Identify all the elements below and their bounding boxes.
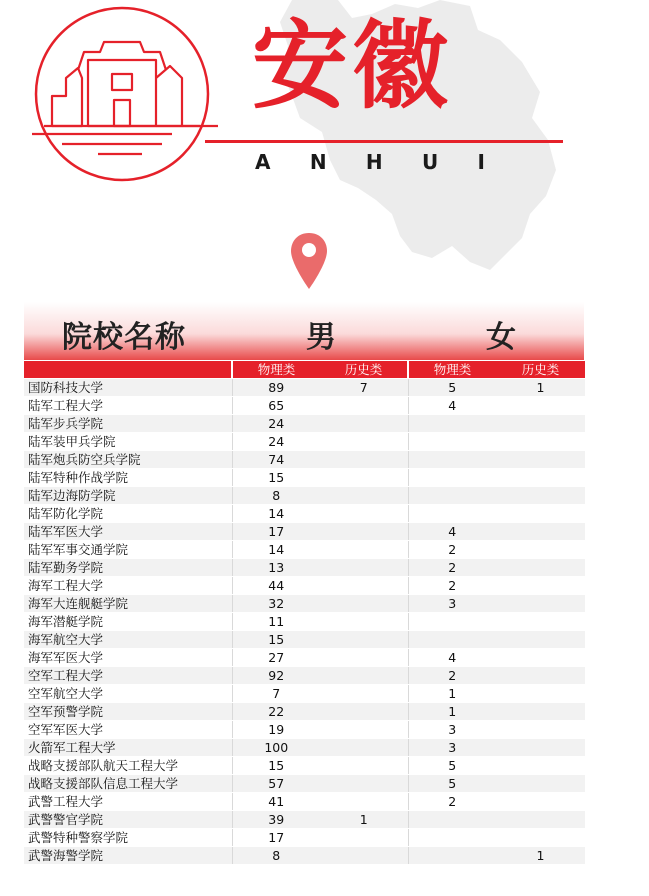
- table-row: [24, 721, 585, 739]
- female-history-cell: [496, 649, 585, 667]
- male-physics-cell: 24: [232, 433, 320, 451]
- table-row: [24, 775, 585, 793]
- male-physics-cell: 14: [232, 505, 320, 523]
- subtitle-letter: I: [477, 150, 485, 174]
- female-physics-cell: 2: [408, 667, 496, 685]
- table-row: [24, 703, 585, 721]
- male-physics-cell: 15: [232, 469, 320, 487]
- male-physics-cell: 89: [232, 379, 320, 397]
- school-name-cell: 陆军防化学院: [24, 505, 232, 523]
- male-physics-cell: 22: [232, 703, 320, 721]
- school-name-cell: 陆军炮兵防空兵学院: [24, 451, 232, 469]
- female-history-cell: 1: [496, 379, 585, 397]
- male-history-cell: [320, 505, 408, 523]
- location-pin-icon: [289, 231, 329, 291]
- table-row: [24, 739, 585, 757]
- female-physics-cell: 3: [408, 721, 496, 739]
- female-physics-cell: 5: [408, 775, 496, 793]
- male-physics-cell: 7: [232, 685, 320, 703]
- female-physics-cell: [408, 847, 496, 865]
- title-underline: [205, 140, 563, 143]
- female-history-cell: [496, 667, 585, 685]
- school-name-cell: 武警警官学院: [24, 811, 232, 829]
- table-row: [24, 811, 585, 829]
- male-history-cell: [320, 829, 408, 847]
- table-title-band: [24, 302, 584, 360]
- male-history-cell: [320, 775, 408, 793]
- female-history-cell: [496, 685, 585, 703]
- column-header-male-physics: 物理类: [232, 361, 320, 379]
- school-name-cell: 空军航空大学: [24, 685, 232, 703]
- school-name-cell: 战略支援部队信息工程大学: [24, 775, 232, 793]
- school-name-cell: 武警特种警察学院: [24, 829, 232, 847]
- male-history-cell: [320, 793, 408, 811]
- female-physics-cell: [408, 505, 496, 523]
- male-history-cell: 1: [320, 811, 408, 829]
- table-row: [24, 667, 585, 685]
- male-history-cell: [320, 559, 408, 577]
- male-history-cell: [320, 415, 408, 433]
- column-header-blank: [24, 361, 232, 379]
- column-header-female-history: 历史类: [496, 361, 585, 379]
- school-name-cell: 火箭军工程大学: [24, 739, 232, 757]
- column-header-row: [24, 361, 585, 379]
- school-name-cell: 陆军军医大学: [24, 523, 232, 541]
- school-name-cell: 陆军特种作战学院: [24, 469, 232, 487]
- male-history-cell: [320, 523, 408, 541]
- female-history-cell: [496, 469, 585, 487]
- female-history-cell: [496, 631, 585, 649]
- table-row: [24, 433, 585, 451]
- school-name-cell: 陆军边海防学院: [24, 487, 232, 505]
- subtitle-letter: A: [255, 150, 271, 174]
- female-physics-cell: 5: [408, 757, 496, 775]
- male-history-cell: [320, 469, 408, 487]
- male-history-cell: [320, 631, 408, 649]
- male-physics-cell: 15: [232, 757, 320, 775]
- female-physics-cell: [408, 487, 496, 505]
- table-row: [24, 379, 585, 397]
- male-history-cell: [320, 397, 408, 415]
- female-history-cell: [496, 829, 585, 847]
- school-name-cell: 海军军医大学: [24, 649, 232, 667]
- female-history-cell: [496, 541, 585, 559]
- male-physics-cell: 27: [232, 649, 320, 667]
- school-name-cell: 陆军工程大学: [24, 397, 232, 415]
- table-row: [24, 595, 585, 613]
- female-physics-cell: [408, 415, 496, 433]
- male-history-cell: [320, 649, 408, 667]
- male-history-cell: 7: [320, 379, 408, 397]
- page-title: 安徽: [252, 9, 452, 122]
- table-row: [24, 523, 585, 541]
- female-physics-cell: 2: [408, 559, 496, 577]
- female-physics-cell: 1: [408, 703, 496, 721]
- female-history-cell: [496, 397, 585, 415]
- table-row: [24, 451, 585, 469]
- male-heading: 男: [306, 320, 336, 355]
- male-physics-cell: 15: [232, 631, 320, 649]
- female-physics-cell: 3: [408, 595, 496, 613]
- female-physics-cell: 5: [408, 379, 496, 397]
- subtitle-letter: U: [421, 150, 439, 174]
- female-history-cell: [496, 739, 585, 757]
- female-physics-cell: 2: [408, 793, 496, 811]
- school-name-cell: 陆军军事交通学院: [24, 541, 232, 559]
- male-history-cell: [320, 667, 408, 685]
- male-physics-cell: 8: [232, 847, 320, 865]
- table-row: [24, 541, 585, 559]
- male-physics-cell: 32: [232, 595, 320, 613]
- male-history-cell: [320, 541, 408, 559]
- school-name-cell: 武警工程大学: [24, 793, 232, 811]
- female-physics-cell: 2: [408, 577, 496, 595]
- female-history-cell: [496, 613, 585, 631]
- table-body: [24, 379, 585, 865]
- male-physics-cell: 14: [232, 541, 320, 559]
- male-physics-cell: 57: [232, 775, 320, 793]
- male-physics-cell: 44: [232, 577, 320, 595]
- female-history-cell: [496, 505, 585, 523]
- female-physics-cell: 4: [408, 397, 496, 415]
- male-physics-cell: 17: [232, 523, 320, 541]
- building-logo-icon: [22, 4, 222, 194]
- subtitle-letter: H: [365, 150, 383, 174]
- school-name-cell: 陆军步兵学院: [24, 415, 232, 433]
- female-heading: 女: [486, 320, 516, 355]
- table-row: [24, 685, 585, 703]
- male-physics-cell: 65: [232, 397, 320, 415]
- table-row: [24, 397, 585, 415]
- female-history-cell: [496, 451, 585, 469]
- female-history-cell: [496, 793, 585, 811]
- male-history-cell: [320, 487, 408, 505]
- female-physics-cell: 2: [408, 541, 496, 559]
- female-history-cell: [496, 433, 585, 451]
- female-physics-cell: [408, 469, 496, 487]
- female-physics-cell: [408, 811, 496, 829]
- female-history-cell: [496, 721, 585, 739]
- male-history-cell: [320, 595, 408, 613]
- male-history-cell: [320, 613, 408, 631]
- table-row: [24, 559, 585, 577]
- female-physics-cell: 4: [408, 649, 496, 667]
- table-row: [24, 649, 585, 667]
- male-history-cell: [320, 847, 408, 865]
- male-history-cell: [320, 757, 408, 775]
- table-row: [24, 577, 585, 595]
- admission-table: [24, 361, 585, 865]
- female-history-cell: [496, 595, 585, 613]
- male-history-cell: [320, 739, 408, 757]
- school-name-cell: 海军航空大学: [24, 631, 232, 649]
- female-history-cell: [496, 703, 585, 721]
- subtitle-letters: [255, 150, 485, 174]
- male-physics-cell: 24: [232, 415, 320, 433]
- male-physics-cell: 39: [232, 811, 320, 829]
- school-name-cell: 国防科技大学: [24, 379, 232, 397]
- female-history-cell: [496, 811, 585, 829]
- school-name-cell: 海军大连舰艇学院: [24, 595, 232, 613]
- table-row: [24, 487, 585, 505]
- female-physics-cell: 1: [408, 685, 496, 703]
- male-history-cell: [320, 451, 408, 469]
- female-physics-cell: 3: [408, 739, 496, 757]
- female-history-cell: [496, 415, 585, 433]
- male-physics-cell: 11: [232, 613, 320, 631]
- female-history-cell: 1: [496, 847, 585, 865]
- female-physics-cell: 4: [408, 523, 496, 541]
- female-physics-cell: [408, 829, 496, 847]
- subtitle-letter: N: [309, 150, 327, 174]
- school-name-heading: 院校名称: [62, 320, 186, 355]
- table-row: [24, 757, 585, 775]
- table-row: [24, 829, 585, 847]
- female-physics-cell: [408, 613, 496, 631]
- school-name-cell: 陆军勤务学院: [24, 559, 232, 577]
- table-row: [24, 505, 585, 523]
- male-physics-cell: 17: [232, 829, 320, 847]
- male-physics-cell: 8: [232, 487, 320, 505]
- male-physics-cell: 19: [232, 721, 320, 739]
- column-header-male-history: 历史类: [320, 361, 408, 379]
- female-history-cell: [496, 775, 585, 793]
- school-name-cell: 空军预警学院: [24, 703, 232, 721]
- table-row: [24, 793, 585, 811]
- school-name-cell: 武警海警学院: [24, 847, 232, 865]
- table-row: [24, 415, 585, 433]
- male-physics-cell: 92: [232, 667, 320, 685]
- school-name-cell: 空军军医大学: [24, 721, 232, 739]
- table-row: [24, 469, 585, 487]
- female-history-cell: [496, 487, 585, 505]
- school-name-cell: 陆军装甲兵学院: [24, 433, 232, 451]
- male-physics-cell: 13: [232, 559, 320, 577]
- female-physics-cell: [408, 433, 496, 451]
- female-history-cell: [496, 577, 585, 595]
- male-history-cell: [320, 577, 408, 595]
- table-row: [24, 631, 585, 649]
- school-name-cell: 海军潜艇学院: [24, 613, 232, 631]
- female-history-cell: [496, 559, 585, 577]
- school-name-cell: 海军工程大学: [24, 577, 232, 595]
- male-physics-cell: 41: [232, 793, 320, 811]
- female-physics-cell: [408, 631, 496, 649]
- female-history-cell: [496, 757, 585, 775]
- female-physics-cell: [408, 451, 496, 469]
- male-history-cell: [320, 685, 408, 703]
- table-row: [24, 613, 585, 631]
- male-physics-cell: 100: [232, 739, 320, 757]
- school-name-cell: 空军工程大学: [24, 667, 232, 685]
- male-physics-cell: 74: [232, 451, 320, 469]
- school-name-cell: 战略支援部队航天工程大学: [24, 757, 232, 775]
- column-header-female-physics: 物理类: [408, 361, 496, 379]
- table-row: [24, 847, 585, 865]
- female-history-cell: [496, 523, 585, 541]
- male-history-cell: [320, 703, 408, 721]
- male-history-cell: [320, 433, 408, 451]
- male-history-cell: [320, 721, 408, 739]
